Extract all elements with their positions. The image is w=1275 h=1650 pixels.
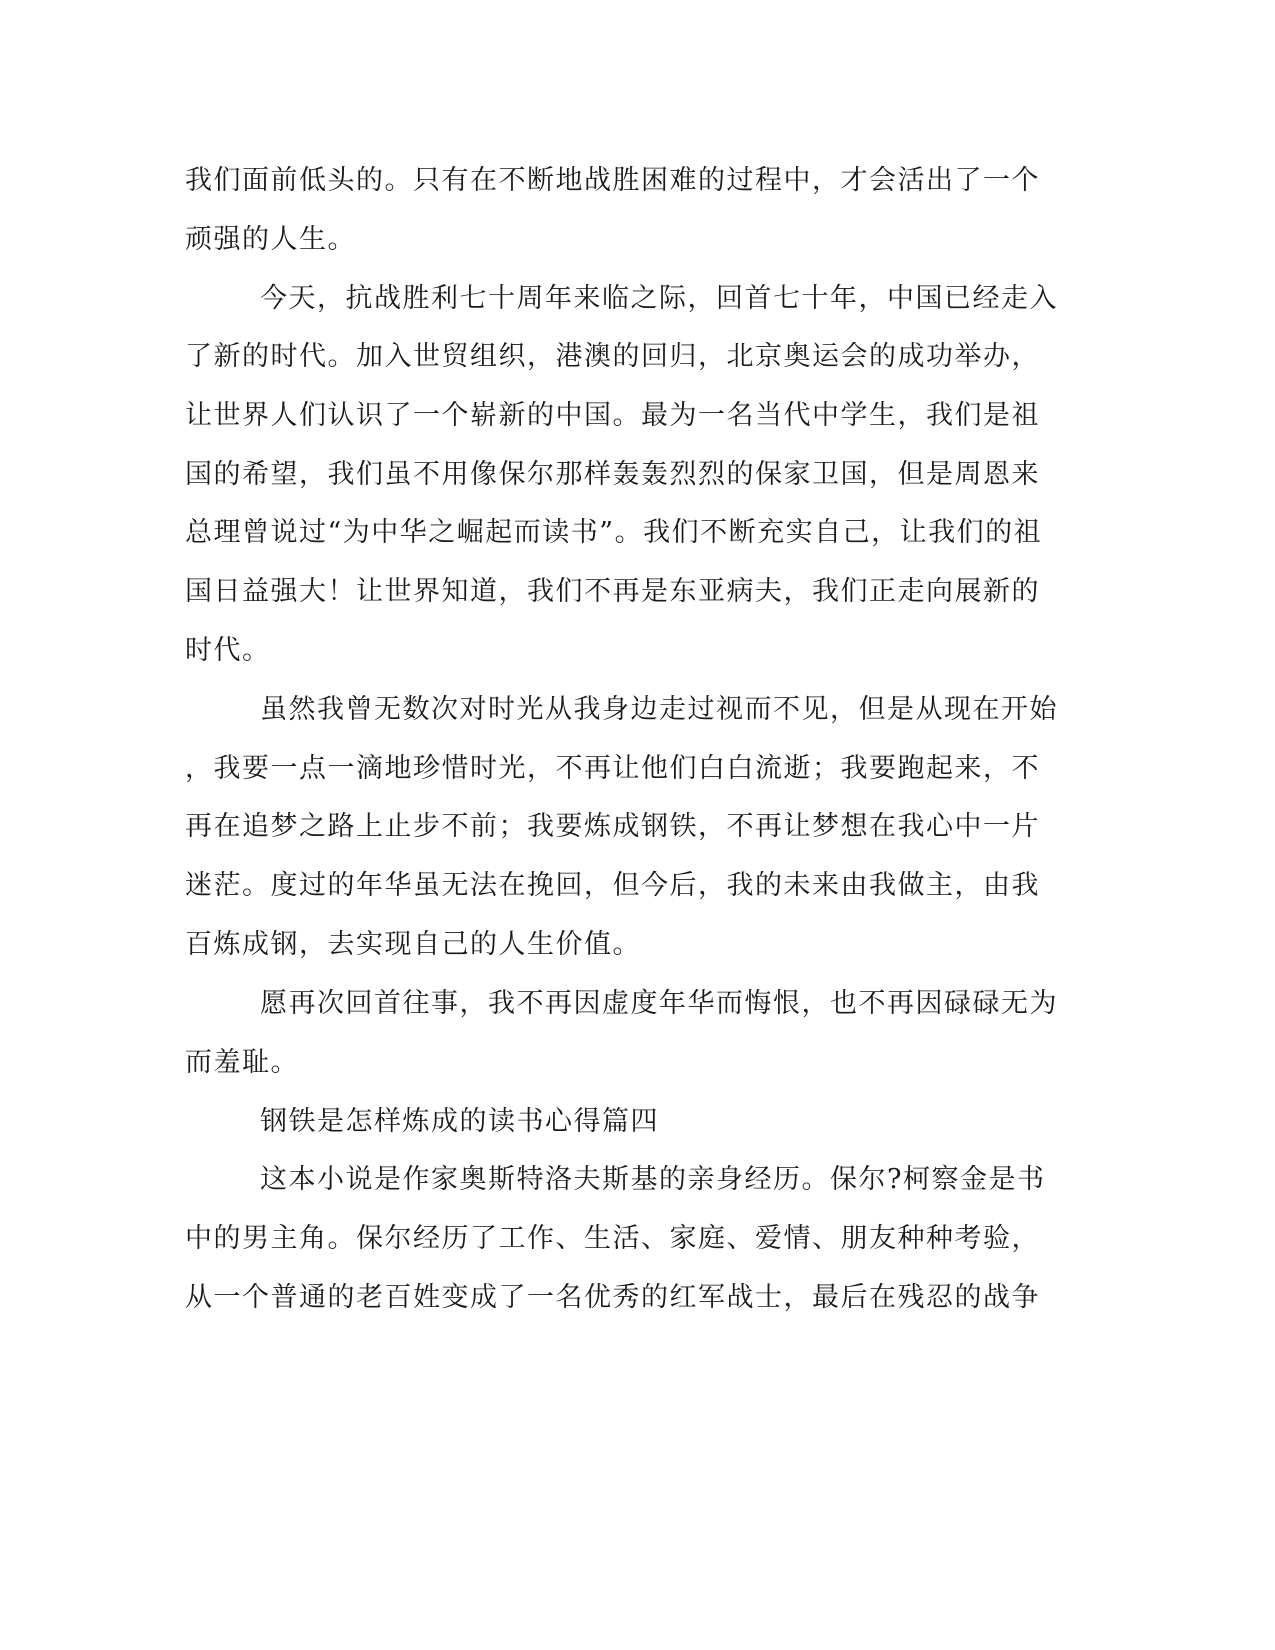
paragraph-first-line: 这本小说是作家奥斯特洛夫斯基的亲身经历。保尔?柯察金是书 xyxy=(260,1164,1046,1195)
text-line: 国的希望，我们虽不用像保尔那样轰轰烈烈的保家卫国，但是周恩来 xyxy=(185,459,1040,490)
text-line: 中的男主角。保尔经历了工作、生活、家庭、爱情、朋友种种考验， xyxy=(185,1223,1040,1254)
paragraph-first-line: 今天，抗战胜利七十周年来临之际，回首七十年，中国已经走入 xyxy=(260,283,1058,314)
text-line: 再在追梦之路上止步不前；我要炼成钢铁，不再让梦想在我心中一片 xyxy=(185,811,1040,842)
text-line: 顽强的人生。 xyxy=(185,224,356,255)
text-line: 我们面前低头的。只有在不断地战胜困难的过程中，才会活出了一个 xyxy=(185,165,1040,196)
text-line: 总理曾说过“为中华之崛起而读书”。我们不断充实自己，让我们的祖 xyxy=(185,517,1043,548)
text-line: 了新的时代。加入世贸组织，港澳的回归，北京奥运会的成功举办， xyxy=(185,341,1040,372)
section-heading: 钢铁是怎样炼成的读书心得篇四 xyxy=(260,1106,659,1137)
text-line: ，我要一点一滴地珍惜时光，不再让他们白白流逝；我要跑起来，不 xyxy=(185,753,1040,784)
paragraph-first-line: 愿再次回首往事，我不再因虚度年华而悔恨，也不再因碌碌无为 xyxy=(260,988,1058,1019)
text-line: 时代。 xyxy=(185,635,271,666)
text-line: 百炼成钢，去实现自己的人生价值。 xyxy=(185,929,641,960)
text-line: 迷茫。度过的年华虽无法在挽回，但今后，我的未来由我做主，由我 xyxy=(185,870,1040,901)
text-line: 让世界人们认识了一个崭新的中国。最为一名当代中学生，我们是祖 xyxy=(185,400,1040,431)
text-line: 而羞耻。 xyxy=(185,1047,299,1078)
paragraph-first-line: 虽然我曾无数次对时光从我身边走过视而不见，但是从现在开始 xyxy=(260,694,1058,725)
text-line: 国日益强大！让世界知道，我们不再是东亚病夫，我们正走向展新的 xyxy=(185,576,1040,607)
text-line: 从一个普通的老百姓变成了一名优秀的红军战士，最后在残忍的战争 xyxy=(185,1282,1040,1313)
